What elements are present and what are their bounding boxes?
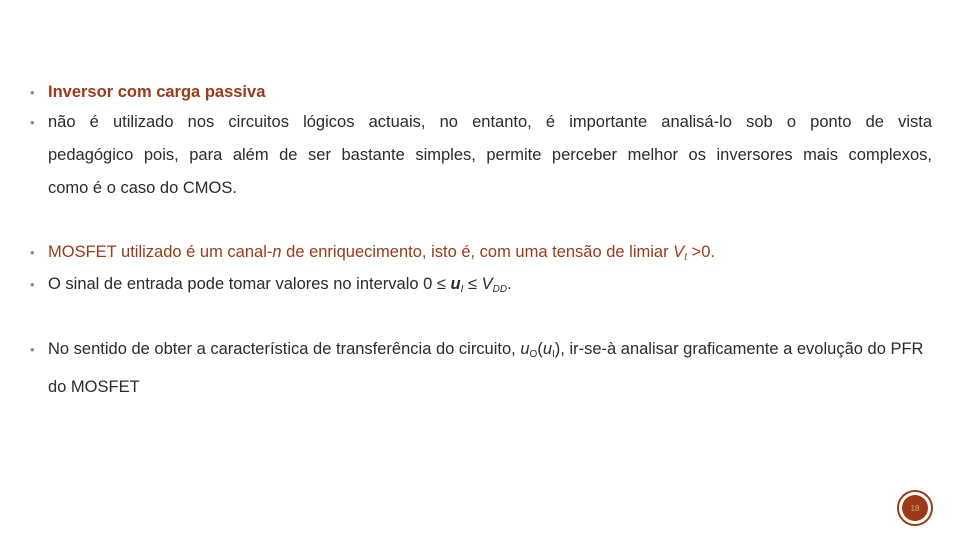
text-part: O sinal de entrada pode tomar valores no intervalo 0 ≤ bbox=[48, 275, 451, 293]
page-number-badge bbox=[897, 490, 933, 526]
transfer-line-2: do PFR do MOSFET bbox=[48, 340, 924, 396]
paren-open: ( bbox=[537, 340, 543, 358]
input-symbol: u bbox=[542, 340, 552, 358]
text-part: de enriquecimento, isto é, com uma tensão de limiar bbox=[281, 243, 674, 261]
vdd-symbol: V bbox=[481, 275, 493, 293]
bullet-dot: • bbox=[30, 342, 35, 357]
transfer-line-1 bbox=[48, 340, 863, 358]
bullet-transfer bbox=[30, 333, 932, 404]
text-part: . bbox=[507, 275, 512, 293]
bullet-dot: • bbox=[30, 85, 35, 100]
vdd-subscript: DD bbox=[492, 284, 508, 295]
bullet-dot: • bbox=[30, 115, 35, 130]
heading-text: Inversor com carga passiva bbox=[48, 83, 266, 101]
text-part: ≤ bbox=[463, 275, 482, 293]
paragraph-line-1: não é utilizado nos circuitos lógicos actuais, no entanto, é importante analisá-lo sob o ponto de vista bbox=[48, 113, 932, 131]
input-subscript: I bbox=[460, 284, 464, 295]
input-symbol: u bbox=[450, 275, 461, 293]
bullet-dot: • bbox=[30, 277, 35, 292]
text-part: No sentido de obter a característica de transferência do circuito, bbox=[48, 340, 521, 358]
paragraph-line-3: como é o caso do CMOS. bbox=[48, 179, 237, 197]
input-signal-text bbox=[48, 268, 932, 306]
paragraph-line-2: pedagógico pois, para além de ser bastante simples, permite perceber melhor os inversores mais complexos, bbox=[48, 146, 932, 164]
output-symbol: u bbox=[520, 340, 530, 358]
bullet-passive-load bbox=[30, 106, 932, 205]
paragraph-text bbox=[48, 106, 932, 205]
output-subscript: O bbox=[529, 349, 538, 360]
text-part: ), ir-se-à analisar graficamente a evolução bbox=[554, 340, 863, 358]
bullet-heading bbox=[30, 76, 932, 109]
transfer-text bbox=[48, 333, 932, 404]
input-subscript: I bbox=[552, 349, 555, 360]
text-part: >0. bbox=[686, 243, 715, 261]
bullet-input-signal bbox=[30, 268, 932, 306]
page-number: 18 bbox=[902, 495, 928, 521]
threshold-subscript: t bbox=[684, 252, 687, 263]
bullet-dot: • bbox=[30, 245, 35, 260]
channel-n: n bbox=[272, 243, 282, 261]
threshold-symbol: V bbox=[673, 243, 685, 261]
text-part: MOSFET utilizado é um canal- bbox=[48, 243, 273, 261]
